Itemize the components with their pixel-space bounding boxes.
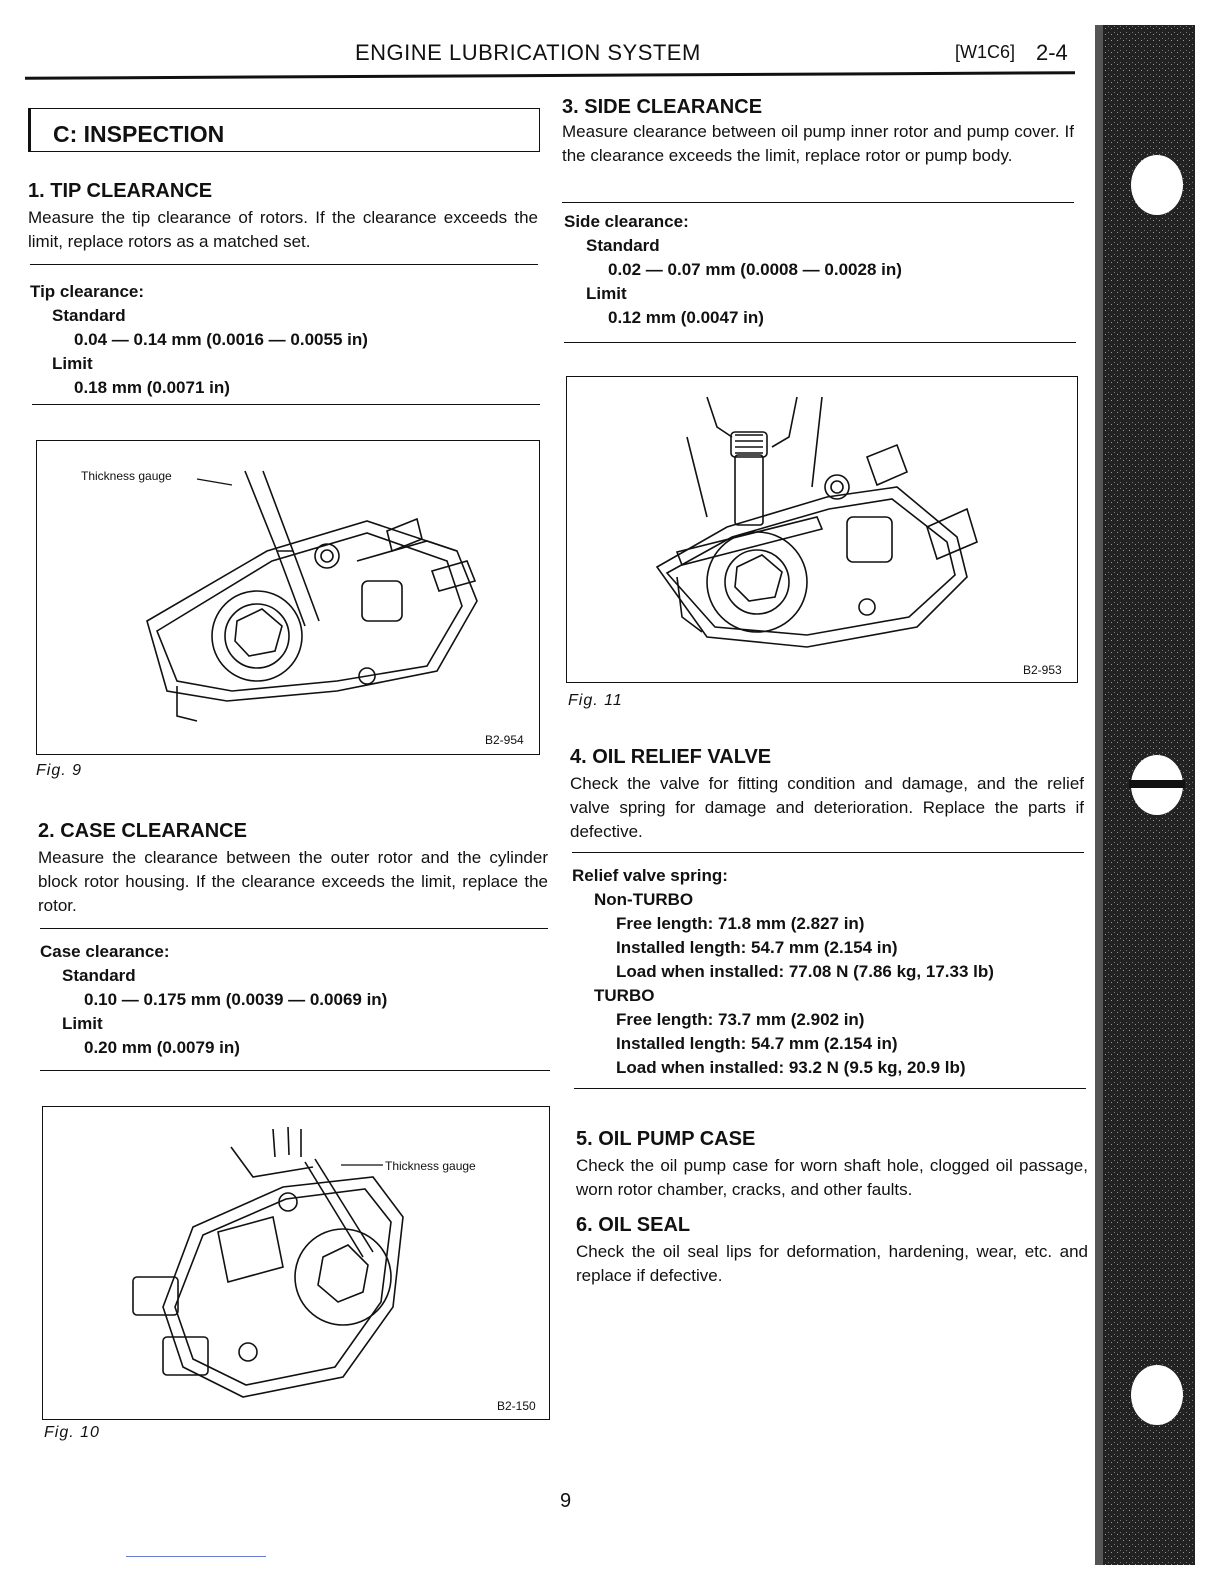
section-title-box	[28, 108, 540, 152]
spec-title: Relief valve spring:	[572, 866, 728, 885]
case-clearance-body: Measure the clearance between the outer rotor and the cylinder block rotor housing. If the clearance exceeds the limit, replace the rotor.	[38, 848, 548, 915]
spec-limit-label: Limit	[586, 284, 627, 303]
oil-pump-case-gauge-drawing	[43, 1107, 549, 1419]
pump-case-body: Check the oil pump case for worn shaft hole, clogged oil passage, worn rotor chamber, cracks, and other faults.	[576, 1156, 1088, 1199]
fig9-id: B2-954	[485, 733, 524, 747]
case-clearance-spec	[40, 940, 552, 1060]
spec-t-installed-length: Installed length: 54.7 mm (2.154 in)	[616, 1034, 898, 1053]
divider	[32, 404, 540, 405]
side-clearance-heading: 3. SIDE CLEARANCE	[562, 96, 763, 118]
spec-t-free-length: Free length: 73.7 mm (2.902 in)	[616, 1010, 865, 1029]
relief-valve-spec	[572, 864, 1086, 1080]
case-clearance-heading: 2. CASE CLEARANCE	[38, 820, 247, 842]
spec-turbo-label: TURBO	[594, 986, 655, 1005]
fig11-id: B2-953	[1023, 663, 1062, 677]
page-header-title: ENGINE LUBRICATION SYSTEM	[355, 40, 701, 65]
divider	[40, 1070, 550, 1071]
fig10-callout: Thickness gauge	[385, 1159, 476, 1173]
spec-title: Tip clearance:	[30, 282, 145, 301]
oil-seal-heading: 6. OIL SEAL	[576, 1214, 691, 1236]
page-header-number: 2-4	[1036, 40, 1068, 65]
spec-non-turbo-label: Non-TURBO	[594, 890, 694, 909]
binder-hole-icon	[1131, 1365, 1183, 1425]
spec-limit-value: 0.18 mm (0.0071 in)	[74, 378, 230, 397]
fig10-id: B2-150	[497, 1399, 536, 1413]
divider	[30, 264, 538, 265]
spec-standard-label: Standard	[52, 306, 126, 325]
page-number: 9	[560, 1490, 572, 1512]
divider	[574, 1088, 1086, 1089]
pump-case-heading: 5. OIL PUMP CASE	[576, 1128, 756, 1150]
fig11-illustration	[566, 376, 1078, 683]
binder-hole-icon	[1131, 155, 1183, 215]
page-header-code: [W1C6]	[955, 42, 1016, 62]
side-clearance-spec	[564, 210, 1074, 330]
divider	[572, 852, 1084, 853]
fig10-caption: Fig. 10	[44, 1424, 100, 1441]
binder-edge	[1095, 25, 1195, 1565]
spec-nt-load: Load when installed: 77.08 N (7.86 kg, 17.33 lb)	[616, 962, 994, 981]
spec-limit-label: Limit	[52, 354, 93, 373]
fig9-illustration	[36, 440, 540, 755]
spec-standard-label: Standard	[586, 236, 660, 255]
spec-limit-label: Limit	[62, 1014, 103, 1033]
section-title: C: INSPECTION	[53, 121, 225, 147]
relief-valve-heading: 4. OIL RELIEF VALVE	[570, 746, 772, 768]
spec-standard-value: 0.02 — 0.07 mm (0.0008 — 0.0028 in)	[608, 260, 902, 279]
oil-seal-body: Check the oil seal lips for deformation, hardening, wear, etc. and replace if defective.	[576, 1242, 1088, 1285]
divider	[564, 342, 1076, 343]
tip-clearance-spec	[30, 280, 540, 400]
spec-standard-value: 0.04 — 0.14 mm (0.0016 — 0.0055 in)	[74, 330, 368, 349]
tip-clearance-heading: 1. TIP CLEARANCE	[28, 180, 213, 202]
spec-standard-value: 0.10 — 0.175 mm (0.0039 — 0.0069 in)	[84, 990, 388, 1009]
divider	[40, 928, 548, 929]
spec-limit-value: 0.20 mm (0.0079 in)	[84, 1038, 240, 1057]
spec-nt-free-length: Free length: 71.8 mm (2.827 in)	[616, 914, 865, 933]
header-rule	[25, 71, 1075, 79]
fig11-caption: Fig. 11	[568, 692, 623, 709]
divider	[562, 202, 1074, 203]
fig9-callout: Thickness gauge	[81, 469, 172, 483]
oil-pump-gauge-drawing	[37, 441, 539, 754]
spec-t-load: Load when installed: 93.2 N (9.5 kg, 20.9 lb)	[616, 1058, 966, 1077]
relief-valve-body: Check the valve for fitting condition and damage, and the relief valve spring for damage and deterioration. Replace the parts if defective.	[570, 774, 1084, 841]
footer-line	[126, 1556, 266, 1557]
spec-standard-label: Standard	[62, 966, 136, 985]
side-clearance-body: Measure clearance between oil pump inner rotor and pump cover. If the clearance exceeds the limit, replace rotor or pump body.	[562, 122, 1074, 165]
spec-title: Case clearance:	[40, 942, 170, 961]
tip-clearance-body: Measure the tip clearance of rotors. If the clearance exceeds the limit, replace rotors as a matched set.	[28, 208, 538, 251]
fig9-caption: Fig. 9	[36, 762, 83, 779]
fig10-illustration	[42, 1106, 550, 1420]
spec-title: Side clearance:	[564, 212, 689, 231]
oil-pump-side-clearance-drawing	[567, 377, 1077, 682]
spec-limit-value: 0.12 mm (0.0047 in)	[608, 308, 764, 327]
spec-nt-installed-length: Installed length: 54.7 mm (2.154 in)	[616, 938, 898, 957]
